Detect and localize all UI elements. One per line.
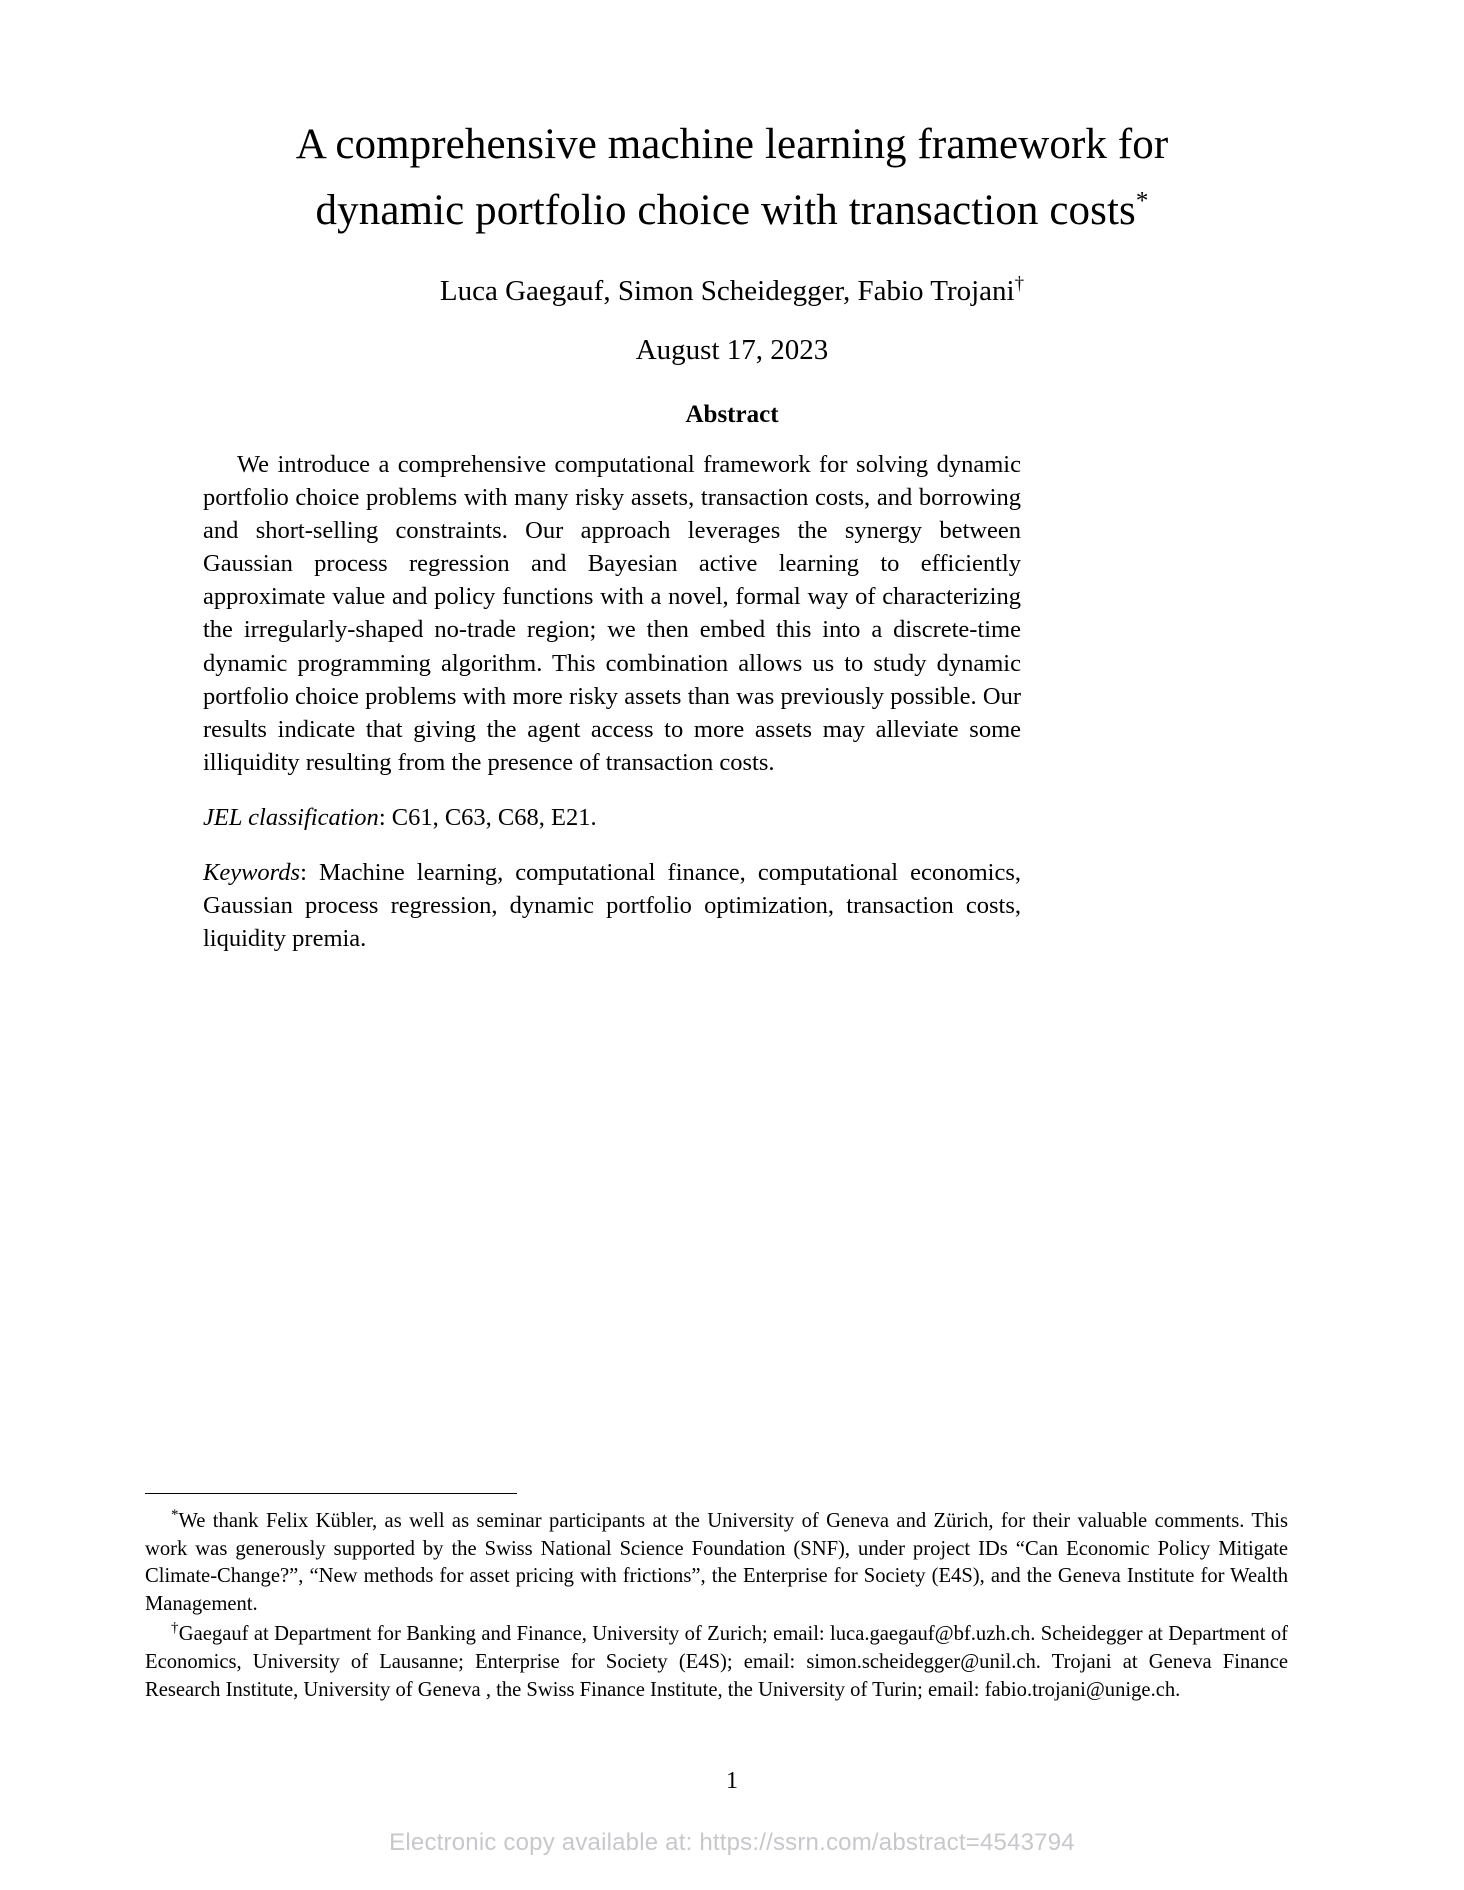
jel-classification	[203, 801, 1021, 834]
footnote-affiliations	[145, 1621, 1288, 1704]
page-number: 1	[726, 1768, 738, 1794]
footnote-block	[145, 1508, 1288, 1704]
footnote-marker-dagger: †	[171, 1620, 179, 1637]
author-names: Luca Gaegauf, Simon Scheidegger, Fabio Trojani	[439, 275, 1015, 307]
jel-value: C61, C63, C68, E21.	[391, 803, 597, 831]
jel-separator: :	[378, 803, 392, 831]
page-title	[190, 112, 1274, 244]
abstract-paragraph: We introduce a comprehensive computational framework for solving dynamic portfolio choice problems with many risky assets, transaction costs, and borrowing and short-selling constraints. Our approach leverages the synergy between Gaussian process regression and Bayesian active learning to efficiently approximate value and policy functions with a novel, formal way of characterizing the irregularly-shaped no-trade region; we then embed this into a discrete-time dynamic programming algorithm. This combination allows us to study dynamic portfolio choice problems with more risky assets than was previously possible. Our results indicate that giving the agent access to more assets may alleviate some illiquidity resulting from the presence of transaction costs.	[203, 451, 1021, 776]
footnote-separator-rule	[145, 1493, 517, 1494]
footnote-acknowledgments-text: We thank Felix Kübler, as well as seminar participants at the University of Geneva and Zürich, for their valuable comments. This work was generously supported by the Swiss National Science Foundation (SNF), under project IDs “Can Economic Policy Mitigate Climate-Change?”, “New methods for asset pricing with frictions”, the Enterprise for Society (E4S), and the Geneva Institute for Wealth Management.	[145, 1510, 1288, 1615]
title-footnote-marker: *	[1135, 187, 1149, 215]
keywords	[203, 856, 1021, 955]
ssrn-watermark: Electronic copy available at: https://ssrn.com/abstract=4543794	[389, 1829, 1075, 1856]
author-list	[190, 272, 1274, 310]
author-footnote-marker: †	[1014, 273, 1025, 295]
keywords-value: Machine learning, computational finance, computational economics, Gaussian process regression, dynamic portfolio optimization, transaction costs, liquidity premia.	[203, 859, 1021, 953]
keywords-label: Keywords	[203, 859, 301, 887]
footnote-acknowledgments	[145, 1508, 1288, 1618]
footnote-affiliations-text: Gaegauf at Department for Banking and Finance, University of Zurich; email: luca.gaegauf@bf.uzh.ch. Scheidegger at Department of Economics, University of Lausanne; Enterprise for Society (E4S); email: simon.scheidegger@unil.ch. Trojani at Geneva Finance Research Institute, University of Geneva , the Swiss Finance Institute, the University of Turin; email: fabio.trojani@unige.ch.	[145, 1623, 1289, 1701]
title-line-2-text: dynamic portfolio choice with transaction costs	[315, 187, 1136, 234]
abstract-body	[203, 448, 1021, 955]
title-line-1: A comprehensive machine learning framework for	[295, 121, 1169, 168]
abstract-heading: Abstract	[685, 401, 779, 428]
keywords-separator: :	[300, 859, 319, 887]
title-line-2	[190, 178, 1274, 244]
publication-date: August 17, 2023	[635, 334, 829, 366]
jel-label: JEL classification	[203, 803, 379, 831]
footnote-marker-asterisk: *	[171, 1507, 179, 1524]
